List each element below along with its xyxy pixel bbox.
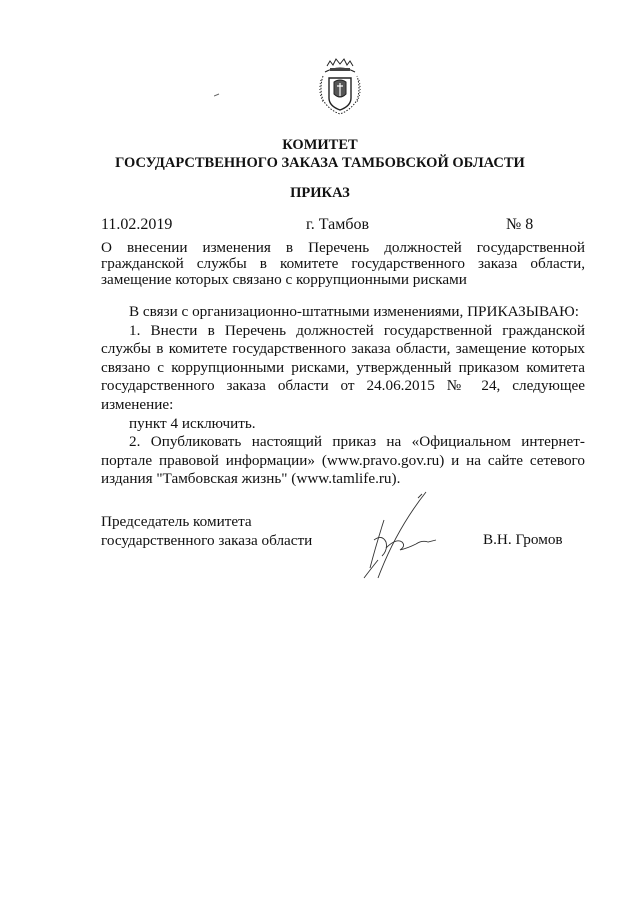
document-date: 11.02.2019 (101, 216, 173, 233)
body-line: 2. Опубликовать настоящий приказ на «Официальном интернет- (129, 433, 585, 451)
body-line: портале правовой информации» (www.pravo.gov.ru) и на сайте сетевого (101, 451, 585, 469)
stray-mark (214, 93, 220, 97)
body-intro: В связи с организационно-штатными изменениями, ПРИКАЗЫВАЮ: (129, 303, 579, 320)
signer-position-line: государственного заказа области (101, 532, 313, 549)
document-number: № 8 (506, 216, 534, 233)
org-name-line-2: ГОСУДАРСТВЕННОГО ЗАКАЗА ТАМБОВСКОЙ ОБЛАСТИ (115, 155, 525, 171)
document-city: г. Тамбов (306, 216, 370, 233)
signer-name: В.Н. Громов (483, 531, 563, 548)
subject-line: гражданской службы в комитете государственного заказа области, (101, 255, 585, 272)
body-line: 1. Внести в Перечень должностей государственной гражданской (129, 321, 585, 339)
body-line: службы в комитете государственного заказа области, замещение которых (101, 340, 585, 358)
org-name-line-1: КОМИТЕТ (282, 137, 358, 153)
document-type: ПРИКАЗ (290, 185, 350, 201)
handwritten-signature (356, 490, 446, 582)
body-line: изменение: (101, 395, 174, 413)
body-subitem: пункт 4 исключить. (129, 414, 256, 432)
signer-position-line: Председатель комитета (101, 513, 252, 530)
body-line: государственного заказа области от 24.06.2015 № 24, следующее (101, 377, 585, 395)
document-body (101, 303, 585, 489)
coat-of-arms-icon (317, 52, 363, 116)
subject-line: О внесении изменения в Перечень должностей государственной (101, 239, 585, 256)
subject-line: замещение которых связано с коррупционными рисками (101, 271, 467, 288)
body-line: издания "Тамбовская жизнь" (www.tamlife.ru). (101, 470, 401, 488)
signer-position (101, 512, 312, 550)
document-subject (101, 240, 585, 288)
body-line: связано с коррупционными рисками, утвержденный приказом комитета (101, 358, 585, 376)
